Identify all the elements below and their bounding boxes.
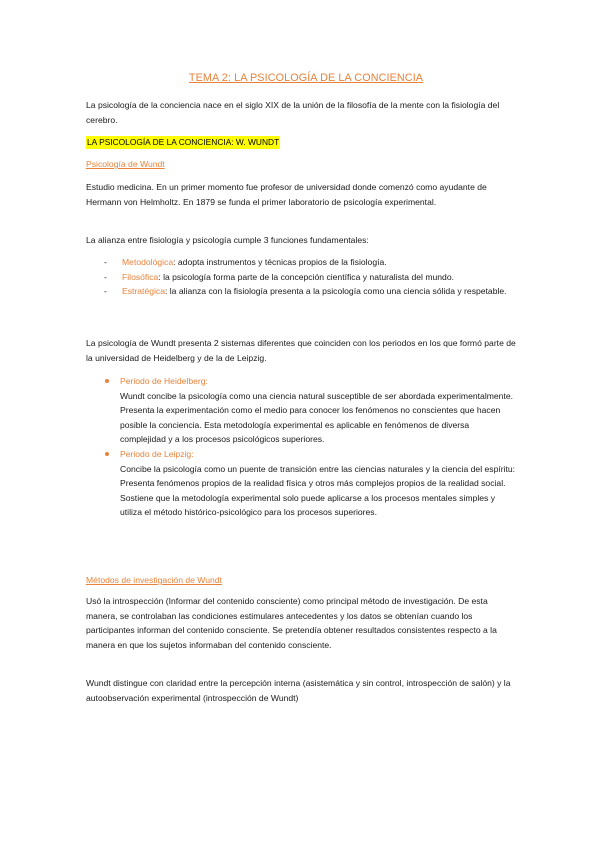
period-text: Concibe la psicología como un puente de transición entre las ciencias naturales y la ciencia del espíritu: Presenta fenómenos propios de la realidad física y otros más complejos propios de la realidad social. <box>120 463 516 489</box>
paragraph-alianza: La alianza entre fisiología y psicología cumple 3 funciones fundamentales: <box>86 235 369 245</box>
list-item <box>86 447 516 520</box>
dash-marker: - <box>104 271 107 282</box>
dash-marker: - <box>104 257 107 267</box>
function-text: : adopta instrumentos y técnicas propios de la fisiología. <box>173 257 387 267</box>
list-item <box>86 255 516 270</box>
function-text: : la psicología forma parte de la concepción científica y naturalista del mundo. <box>158 271 454 282</box>
bullet-icon <box>105 452 109 456</box>
function-label: Filosófica <box>122 271 159 282</box>
period-label: Periodo de Heidelberg: <box>120 376 208 386</box>
function-label: Estratégica <box>122 286 165 297</box>
periods-list <box>86 374 516 520</box>
function-text: : la alianza con la fisiología presenta a la psicología como una ciencia sólida y respetable. <box>165 286 507 297</box>
functions-list <box>86 255 516 299</box>
subheading-psicologia-wundt: Psicología de Wundt <box>86 159 165 169</box>
paragraph-distingue: Wundt distingue con claridad entre la percepción interna (asistemática y sin control, introspección de salón) y la autoobservación experimental (introspección de Wundt) <box>86 678 511 703</box>
function-label: Metodológica <box>122 257 174 267</box>
period-text-2: Sostiene que la metodología experimental solo puede aplicarse a los procesos mentales simples y utiliza el método histórico-psicológico para los procesos superiores. <box>120 492 495 518</box>
list-item <box>86 284 516 299</box>
period-text: Wundt concibe la psicología como una ciencia natural susceptible de ser abordada experimentalmente. Presenta la experimentación como el medio para conocer los fenómenos no conscientes que hacen posible la conciencia. Esta metodología experimental es aplicable en fenómenos de diversa complejidad y a los procesos psicológicos superiores. <box>120 390 514 445</box>
list-item <box>86 374 516 447</box>
paragraph-estudio: Estudio medicina. En un primer momento fue profesor de universidad donde comenzó como ayudante de Hermann von Helmholtz. En 1879 se funda el primer laboratorio de psicología experimental. <box>86 182 487 207</box>
subheading-metodos: Métodos de investigación de Wundt <box>86 575 222 585</box>
bullet-icon <box>105 379 109 383</box>
section-heading: LA PSICOLOGÍA DE LA CONCIENCIA: W. WUNDT <box>87 137 280 147</box>
period-label: Periodo de Leipzig: <box>120 448 194 459</box>
intro-paragraph: La psicología de la conciencia nace en el siglo XIX de la unión de la filosofía de la mente con la fisiología del cerebro. <box>86 100 500 125</box>
paragraph-introspeccion: Usó la introspección (Informar del contenido consciente) como principal método de investigación. De esta manera, se controlaban las condiciones estimulares antecedentes y los datos se obtenían cuando los participantes informan del contenido consciente. Se pretendía obtener resultados consistentes respecto a la manera en que los sujetos informaban del contenido consciente. <box>86 596 497 650</box>
paragraph-sistemas: La psicología de Wundt presenta 2 sistemas diferentes que coinciden con los periodos en los que formó parte de la universidad de Heidelberg y de la de Leipzig. <box>86 338 516 363</box>
list-item <box>86 270 516 285</box>
document-title: TEMA 2: LA PSICOLOGÍA DE LA CONCIENCIA <box>188 72 424 84</box>
dash-marker: - <box>104 286 107 297</box>
